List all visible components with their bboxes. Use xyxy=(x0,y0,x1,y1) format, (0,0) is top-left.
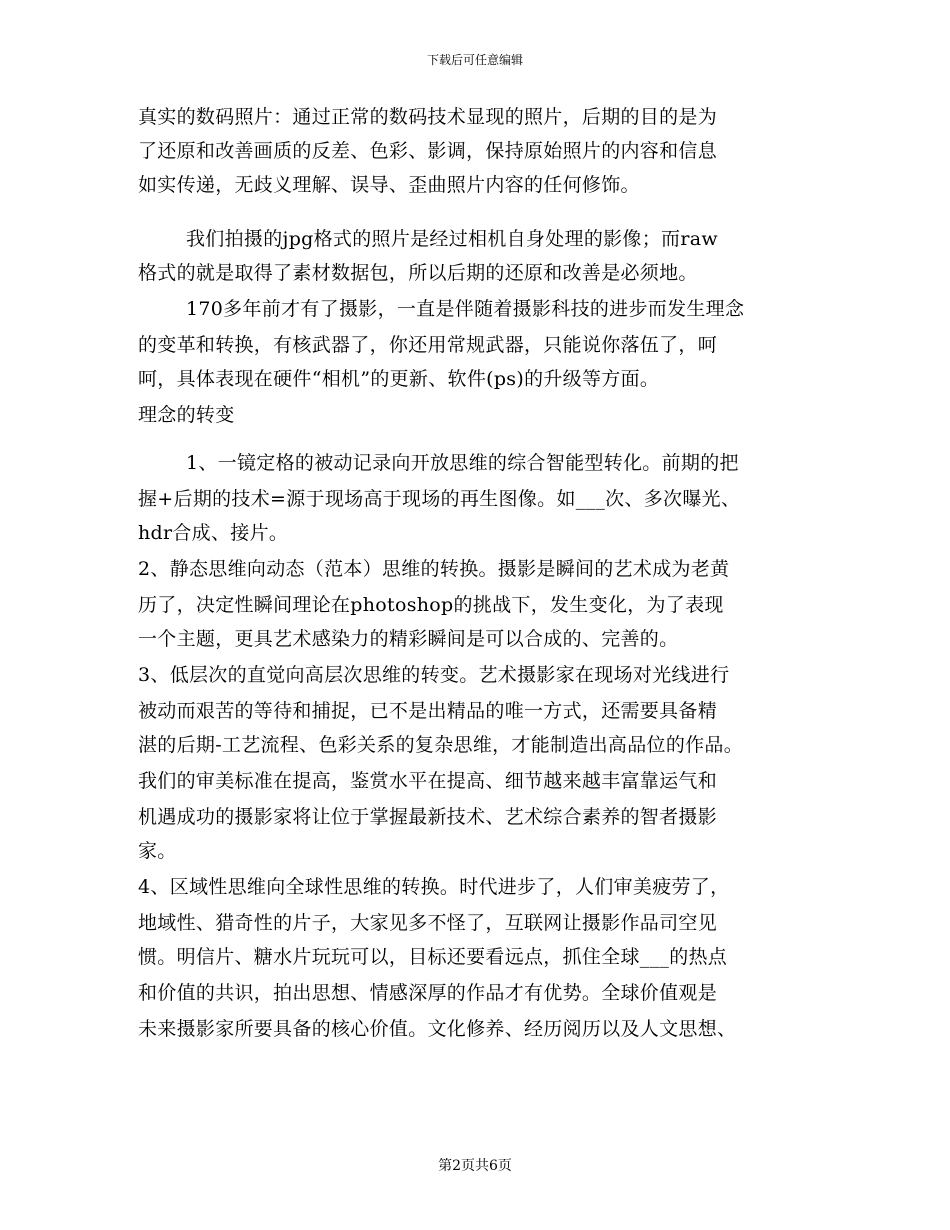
body-line: 我们的审美标准在提高，鉴赏水平在提高、细节越来越丰富靠运气和 xyxy=(138,770,718,792)
body-line: 4、区域性思维向全球性思维的转换。时代进步了，人们审美疲劳了， xyxy=(138,876,730,898)
body-line: 格式的就是取得了素材数据包，所以后期的还原和改善是必须地。 xyxy=(138,262,698,284)
body-line: 真实的数码照片：通过正常的数码技术显现的照片，后期的目的是为 xyxy=(138,106,718,128)
body-line: 170多年前才有了摄影，一直是伴随着摄影科技的进步而发生理念 xyxy=(186,298,745,320)
body-line: 3、低层次的直觉向高层次思维的转变。艺术摄影家在现场对光线进行 xyxy=(138,664,730,686)
body-line: 握+后期的技术=源于现场高于现场的再生图像。如___次、多次曝光、 xyxy=(138,488,741,510)
body-line: 1、一镜定格的被动记录向开放思维的综合智能型转化。前期的把 xyxy=(186,452,739,474)
body-line: 呵，具体表现在硬件“相机”的更新、软件(ps)的升级等方面。 xyxy=(138,368,660,390)
body-line: 历了，决定性瞬间理论在photoshop的挑战下，发生变化，为了表现 xyxy=(138,594,724,616)
page-number-footer: 第2页共6页 xyxy=(438,1158,512,1174)
body-line: 和价值的共识，拍出思想、情感深厚的作品才有优势。全球价值观是 xyxy=(138,982,718,1004)
body-line: hdr合成、接片。 xyxy=(138,522,289,544)
body-line: 家。 xyxy=(138,840,177,862)
body-line: 机遇成功的摄影家将让位于掌握最新技术、艺术综合素养的智者摄影 xyxy=(138,806,718,828)
body-line: 湛的后期-工艺流程、色彩关系的复杂思维，才能制造出高品位的作品。 xyxy=(138,734,744,756)
body-line: 被动而艰苦的等待和捕捉，已不是出精品的唯一方式，还需要具备精 xyxy=(138,700,718,722)
body-line: 未来摄影家所要具备的核心价值。文化修养、经历阅历以及人文思想、 xyxy=(138,1018,737,1040)
body-line: 我们拍摄的jpg格式的照片是经过相机自身处理的影像；而raw xyxy=(186,228,718,250)
body-line: 惯。明信片、糖水片玩玩可以，目标还要看远点，抓住全球___的热点 xyxy=(138,946,728,968)
section-heading: 理念的转变 xyxy=(138,404,235,426)
body-line: 了还原和改善画质的反差、色彩、影调，保持原始照片的内容和信息 xyxy=(138,140,718,162)
page-header: 下载后可任意编辑 xyxy=(426,53,523,67)
body-line: 如实传递，无歧义理解、误导、歪曲照片内容的任何修饰。 xyxy=(138,174,640,196)
body-line: 2、静态思维向动态（范本）思维的转换。摄影是瞬间的艺术成为老黄 xyxy=(138,558,730,580)
body-line: 的变革和转换，有核武器了，你还用常规武器，只能说你落伍了，呵 xyxy=(138,334,718,356)
body-line: 地域性、猎奇性的片子，大家见多不怪了，互联网让摄影作品司空见 xyxy=(138,912,718,934)
body-line: 一个主题，更具艺术感染力的精彩瞬间是可以合成的、完善的。 xyxy=(138,628,679,650)
